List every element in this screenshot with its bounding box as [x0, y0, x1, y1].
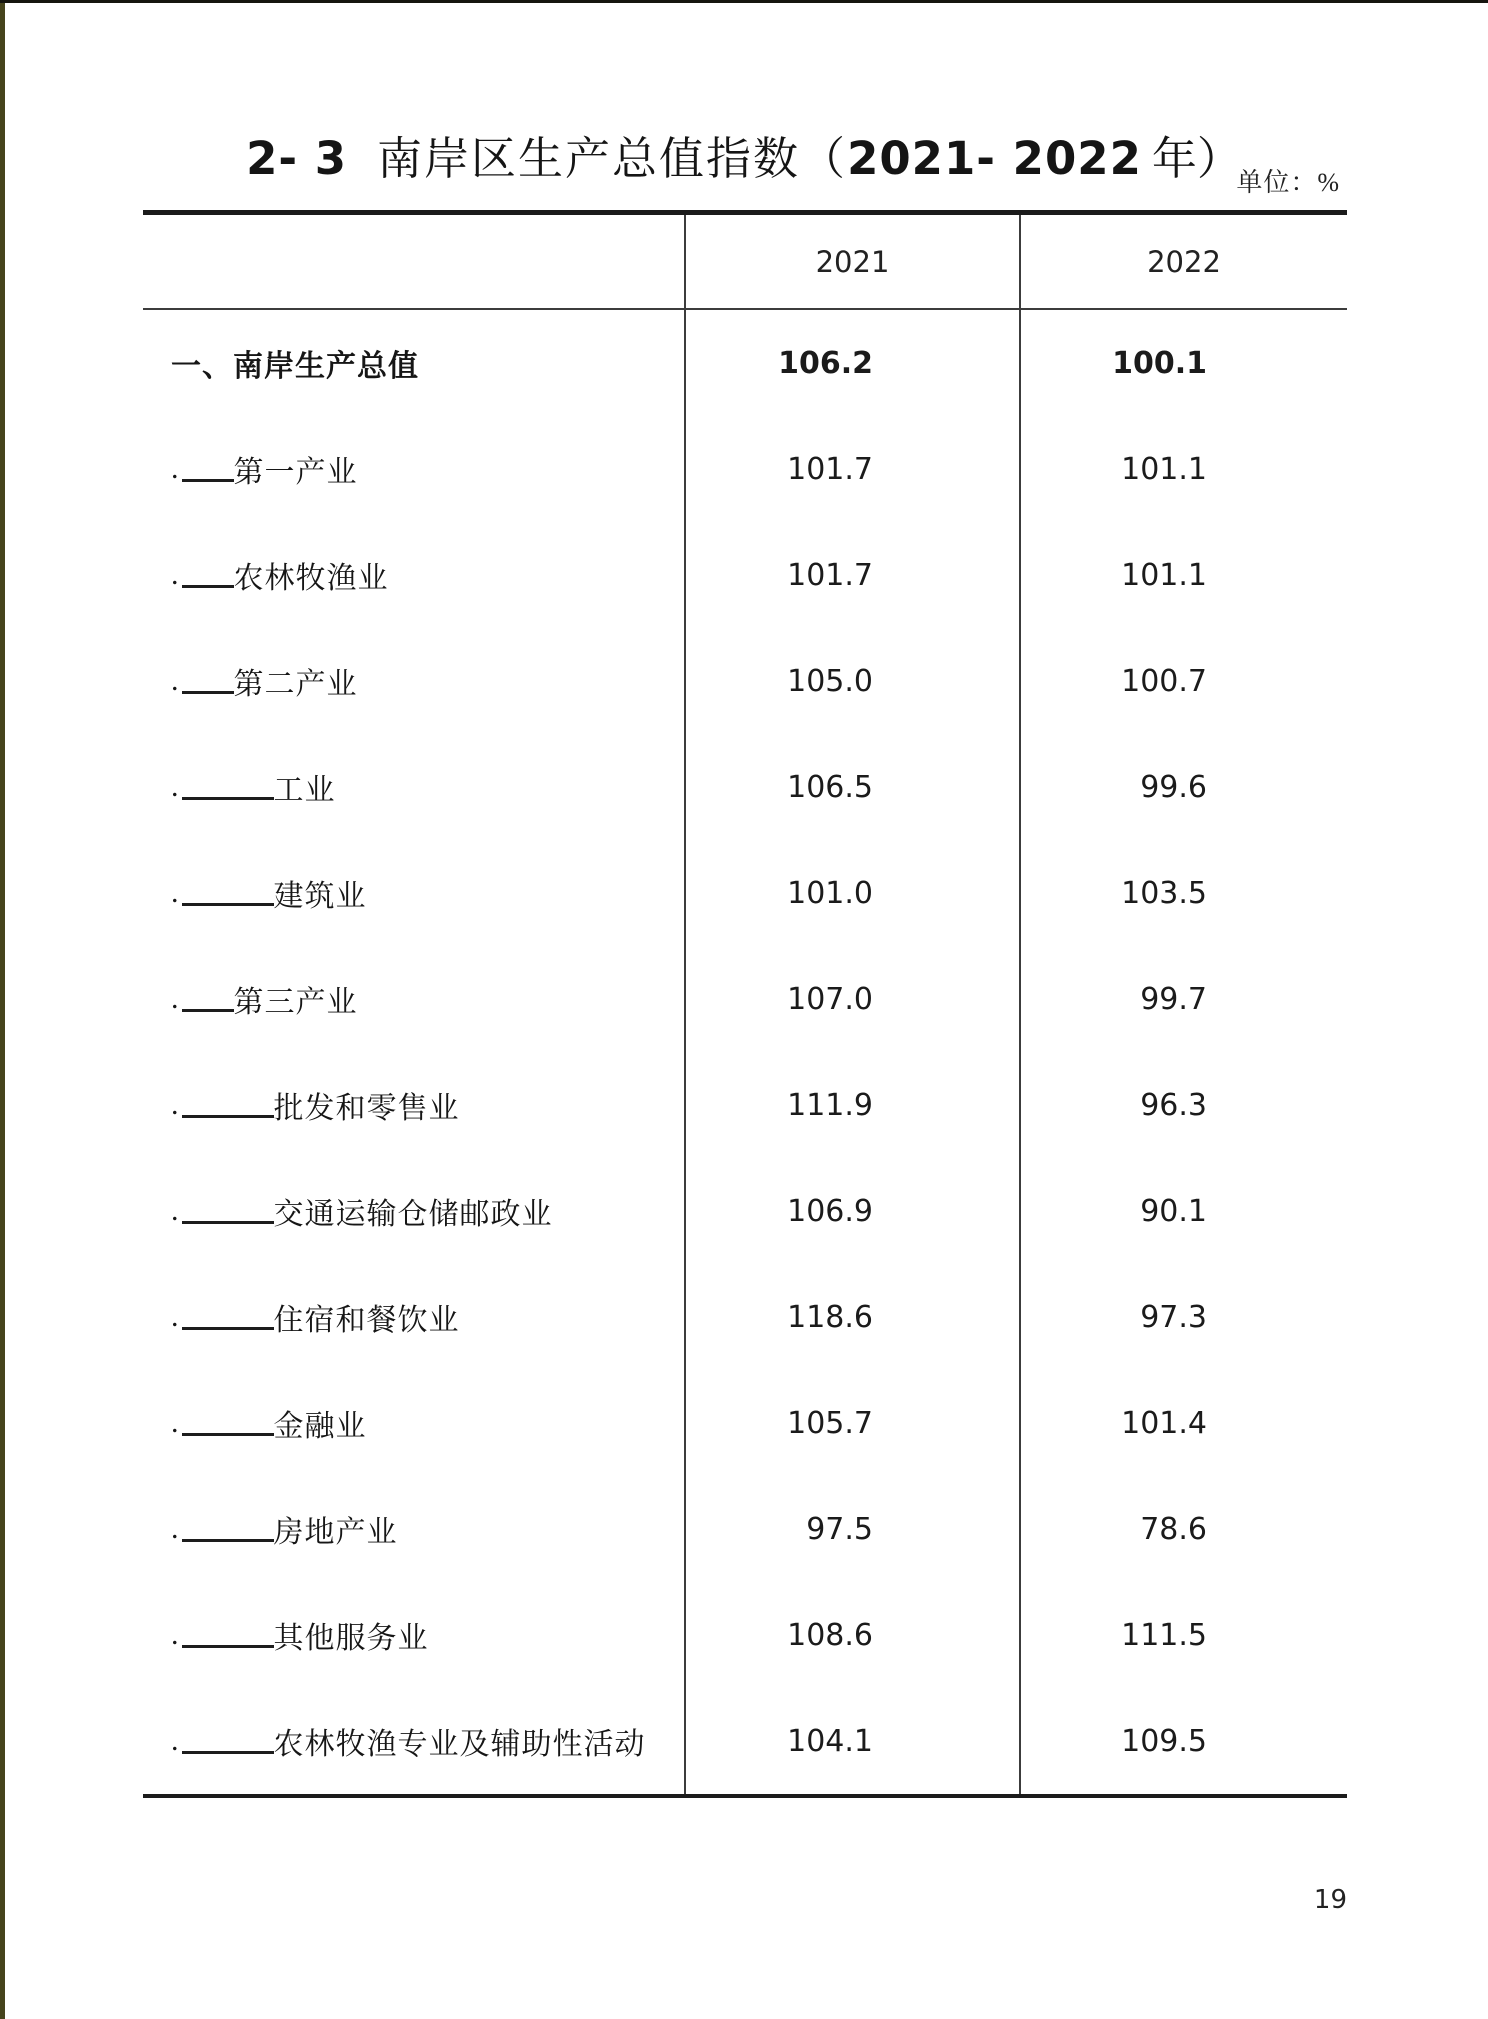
leader-line — [182, 1751, 274, 1754]
row-label: 建筑业 — [273, 880, 367, 913]
table-row — [143, 1158, 1347, 1264]
table-header-row — [143, 215, 1347, 310]
table-row — [143, 734, 1347, 840]
value-2021: 107.0 — [684, 946, 1019, 1052]
value-2021: 108.6 — [684, 1582, 1019, 1688]
table-row — [143, 416, 1347, 522]
leader-dot: . — [171, 770, 180, 803]
value-2022: 99.6 — [1019, 734, 1347, 840]
value-2021: 105.7 — [684, 1370, 1019, 1476]
table-row — [143, 1582, 1347, 1688]
leader-dot: . — [171, 558, 180, 591]
row-label: 其他服务业 — [273, 1622, 429, 1655]
value-2021: 106.9 — [684, 1158, 1019, 1264]
unit-label: 单位：% — [1236, 168, 1340, 197]
value-2022: 99.7 — [1019, 946, 1347, 1052]
value-2021: 97.5 — [684, 1476, 1019, 1582]
scan-edge-top — [0, 0, 1488, 3]
value-2022: 100.1 — [1019, 310, 1347, 416]
table-row — [143, 1370, 1347, 1476]
value-2022: 101.4 — [1019, 1370, 1347, 1476]
leader-line — [182, 1221, 274, 1224]
value-2022: 90.1 — [1019, 1158, 1347, 1264]
value-2021: 105.0 — [684, 628, 1019, 734]
table-row — [143, 1264, 1347, 1370]
leader-line — [182, 797, 274, 800]
leader-line — [182, 1645, 274, 1648]
table-number: 2- 3 — [246, 132, 348, 185]
row-label: 金融业 — [273, 1410, 367, 1443]
value-2022: 109.5 — [1019, 1688, 1347, 1794]
row-label: 第一产业 — [233, 456, 358, 489]
value-2022: 78.6 — [1019, 1476, 1347, 1582]
table-row — [143, 1052, 1347, 1158]
leader-line — [182, 1433, 274, 1436]
row-label: 农林牧渔业 — [233, 562, 389, 595]
table-row — [143, 840, 1347, 946]
header-2021: 2021 — [684, 215, 1019, 308]
table-row — [143, 310, 1347, 416]
leader-dot: . — [171, 664, 180, 697]
leader-dot: . — [171, 1194, 180, 1227]
leader-dot: . — [171, 1406, 180, 1439]
row-label: 第三产业 — [233, 986, 358, 1019]
leader-line — [182, 479, 234, 482]
table-row — [143, 1476, 1347, 1582]
row-label: 批发和零售业 — [273, 1092, 460, 1125]
table-row — [143, 522, 1347, 628]
leader-dot: . — [171, 982, 180, 1015]
leader-line — [182, 1009, 234, 1012]
value-2022: 96.3 — [1019, 1052, 1347, 1158]
row-label: 交通运输仓储邮政业 — [273, 1198, 553, 1231]
value-2022: 111.5 — [1019, 1582, 1347, 1688]
leader-dot: . — [171, 1088, 180, 1121]
value-2021: 106.2 — [684, 310, 1019, 416]
value-2021: 118.6 — [684, 1264, 1019, 1370]
leader-line — [182, 1539, 274, 1542]
leader-line — [182, 1115, 274, 1118]
table-row — [143, 628, 1347, 734]
title-years: 2021- 2022 — [847, 132, 1142, 185]
leader-dot: . — [171, 1300, 180, 1333]
title-year-suffix: 年） — [1151, 134, 1242, 184]
value-2022: 100.7 — [1019, 628, 1347, 734]
leader-dot: . — [171, 1512, 180, 1545]
leader-dot: . — [171, 452, 180, 485]
value-2022: 97.3 — [1019, 1264, 1347, 1370]
value-2021: 104.1 — [684, 1688, 1019, 1794]
leader-line — [182, 691, 234, 694]
leader-dot: . — [171, 1618, 180, 1651]
value-2021: 101.0 — [684, 840, 1019, 946]
row-label: 一、南岸生产总值 — [171, 350, 419, 383]
row-label: 住宿和餐饮业 — [273, 1304, 460, 1337]
scan-edge-left — [0, 0, 5, 2019]
row-label: 农林牧渔专业及辅助性活动 — [273, 1728, 646, 1761]
title-text: 南岸区生产总值指数（ — [377, 134, 848, 184]
leader-dot: . — [171, 876, 180, 909]
table-row — [143, 946, 1347, 1052]
value-2021: 111.9 — [684, 1052, 1019, 1158]
leader-line — [182, 585, 234, 588]
leader-line — [182, 1327, 274, 1330]
page-number: 19 — [1313, 1885, 1347, 1915]
value-2021: 101.7 — [684, 522, 1019, 628]
value-2022: 103.5 — [1019, 840, 1347, 946]
header-empty — [143, 215, 684, 308]
row-label: 房地产业 — [273, 1516, 398, 1549]
value-2022: 101.1 — [1019, 416, 1347, 522]
row-label: 第二产业 — [233, 668, 358, 701]
value-2021: 106.5 — [684, 734, 1019, 840]
table-row — [143, 1688, 1347, 1794]
row-label: 工业 — [273, 774, 336, 807]
leader-line — [182, 903, 274, 906]
header-2022: 2022 — [1019, 215, 1347, 308]
leader-dot: . — [171, 1724, 180, 1757]
value-2022: 101.1 — [1019, 522, 1347, 628]
value-2021: 101.7 — [684, 416, 1019, 522]
gdp-index-table — [143, 210, 1347, 1798]
